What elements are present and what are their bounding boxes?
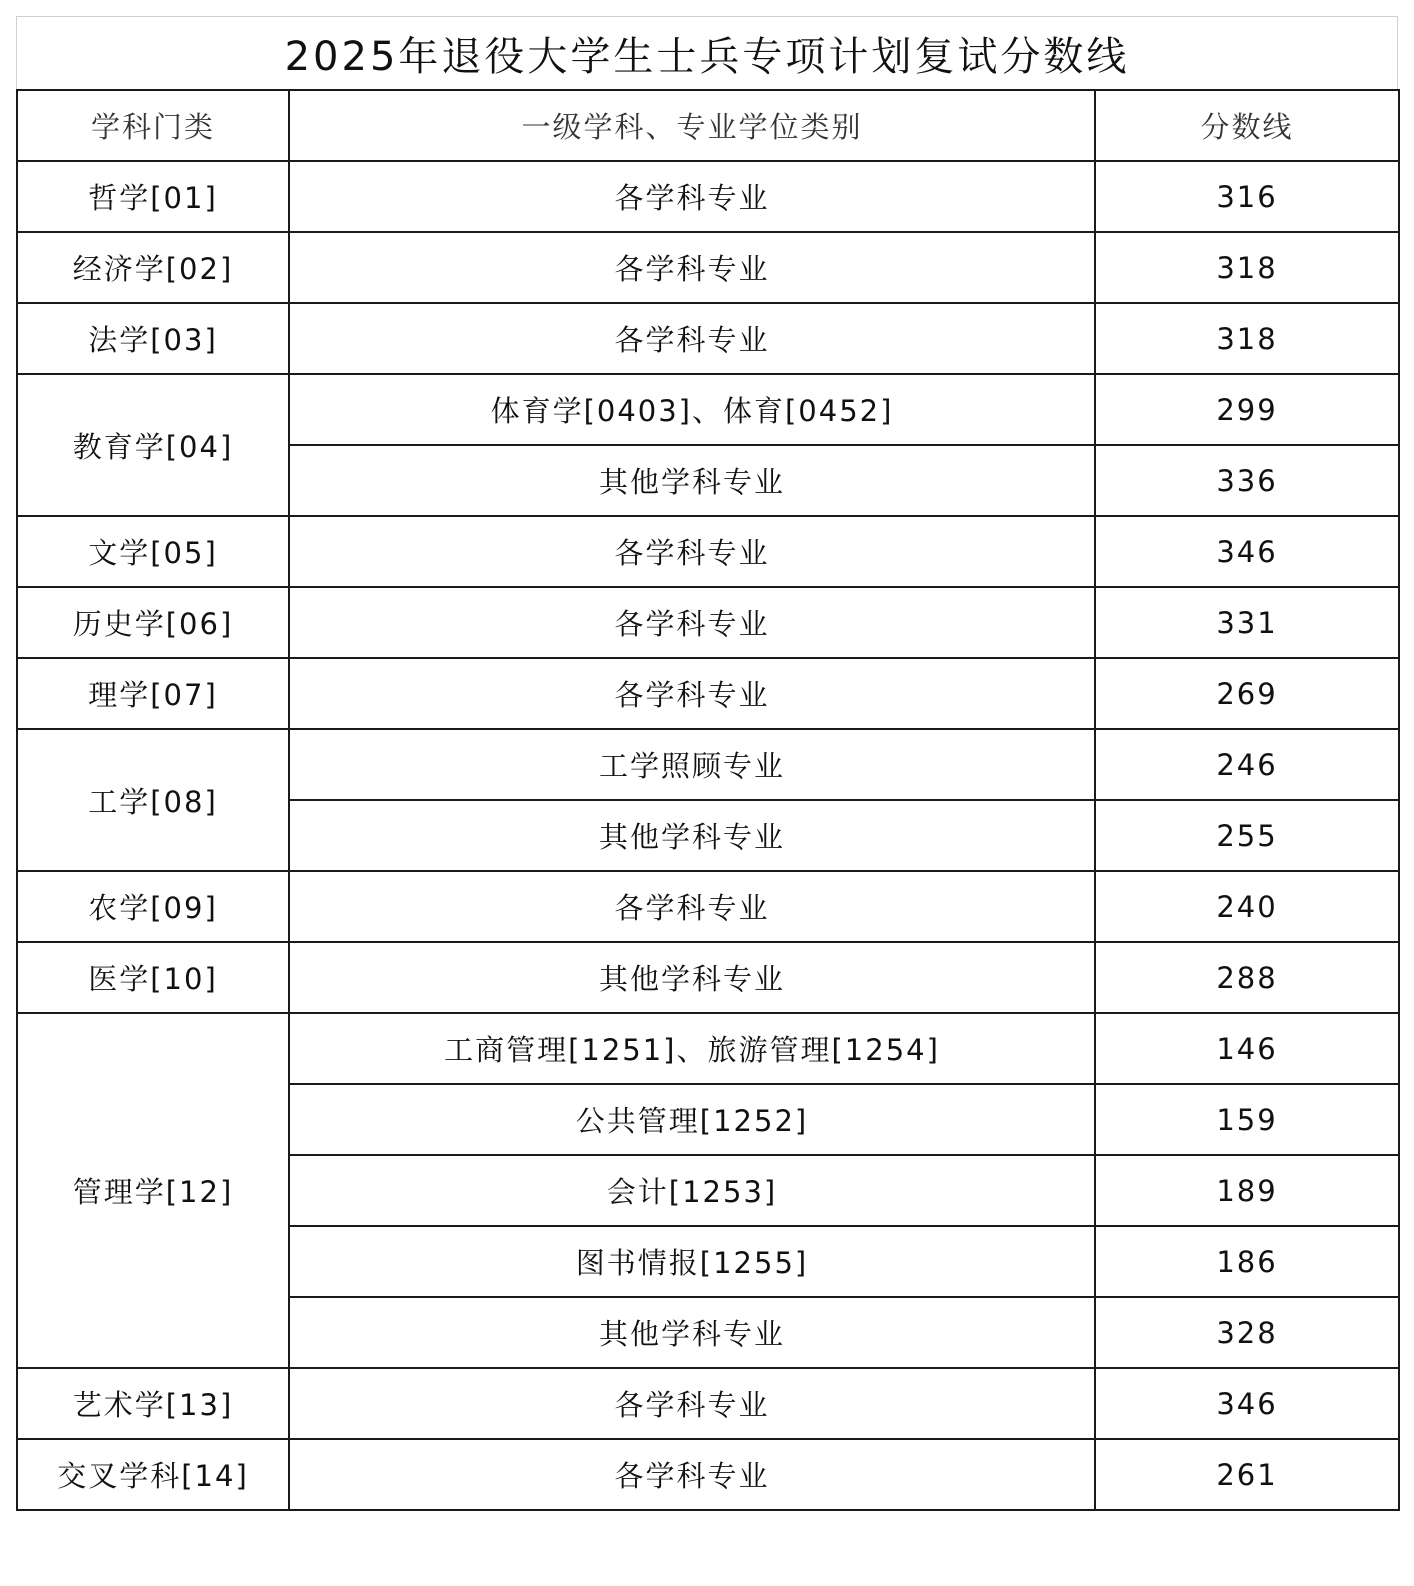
discipline-cell: 各学科专业 <box>289 1368 1095 1439</box>
discipline-cell: 会计[1253] <box>289 1155 1095 1226</box>
discipline-cell: 各学科专业 <box>289 161 1095 232</box>
category-cell: 理学[07] <box>17 658 289 729</box>
category-cell: 哲学[01] <box>17 161 289 232</box>
score-cell: 159 <box>1095 1084 1399 1155</box>
header-score: 分数线 <box>1095 90 1399 161</box>
header-row <box>17 90 1399 161</box>
category-cell: 历史学[06] <box>17 587 289 658</box>
score-cell: 261 <box>1095 1439 1399 1510</box>
score-cell: 146 <box>1095 1013 1399 1084</box>
header-discipline: 一级学科、专业学位类别 <box>289 90 1095 161</box>
score-cell: 331 <box>1095 587 1399 658</box>
discipline-cell: 工学照顾专业 <box>289 729 1095 800</box>
score-cell: 318 <box>1095 303 1399 374</box>
table-row <box>17 871 1399 942</box>
category-cell: 农学[09] <box>17 871 289 942</box>
table-row <box>17 232 1399 303</box>
category-cell: 艺术学[13] <box>17 1368 289 1439</box>
discipline-cell: 其他学科专业 <box>289 1297 1095 1368</box>
score-cell: 299 <box>1095 374 1399 445</box>
score-cell: 336 <box>1095 445 1399 516</box>
score-cell: 318 <box>1095 232 1399 303</box>
score-cell: 246 <box>1095 729 1399 800</box>
discipline-cell: 各学科专业 <box>289 516 1095 587</box>
score-cell: 316 <box>1095 161 1399 232</box>
table-row <box>17 658 1399 729</box>
discipline-cell: 体育学[0403]、体育[0452] <box>289 374 1095 445</box>
page-title: 2025年退役大学生士兵专项计划复试分数线 <box>16 16 1398 90</box>
category-cell: 交叉学科[14] <box>17 1439 289 1510</box>
score-table <box>16 89 1400 1511</box>
table-row <box>17 516 1399 587</box>
category-cell: 工学[08] <box>17 729 289 871</box>
table-row <box>17 161 1399 232</box>
discipline-cell: 各学科专业 <box>289 1439 1095 1510</box>
table-row <box>17 587 1399 658</box>
discipline-cell: 各学科专业 <box>289 303 1095 374</box>
discipline-cell: 公共管理[1252] <box>289 1084 1095 1155</box>
discipline-cell: 各学科专业 <box>289 871 1095 942</box>
score-cell: 189 <box>1095 1155 1399 1226</box>
table-row <box>17 1013 1399 1084</box>
table-body <box>17 161 1399 1510</box>
category-cell: 教育学[04] <box>17 374 289 516</box>
score-cell: 240 <box>1095 871 1399 942</box>
table-row <box>17 942 1399 1013</box>
score-cell: 346 <box>1095 1368 1399 1439</box>
score-cell: 288 <box>1095 942 1399 1013</box>
discipline-cell: 图书情报[1255] <box>289 1226 1095 1297</box>
category-cell: 管理学[12] <box>17 1013 289 1368</box>
table-row <box>17 1439 1399 1510</box>
score-cell: 346 <box>1095 516 1399 587</box>
table-row <box>17 374 1399 445</box>
discipline-cell: 其他学科专业 <box>289 800 1095 871</box>
discipline-cell: 各学科专业 <box>289 232 1095 303</box>
discipline-cell: 各学科专业 <box>289 658 1095 729</box>
discipline-cell: 其他学科专业 <box>289 445 1095 516</box>
category-cell: 经济学[02] <box>17 232 289 303</box>
score-cell: 269 <box>1095 658 1399 729</box>
score-cell: 328 <box>1095 1297 1399 1368</box>
category-cell: 医学[10] <box>17 942 289 1013</box>
score-sheet <box>16 16 1398 1570</box>
category-cell: 法学[03] <box>17 303 289 374</box>
header-category: 学科门类 <box>17 90 289 161</box>
table-row <box>17 1368 1399 1439</box>
discipline-cell: 其他学科专业 <box>289 942 1095 1013</box>
table-row <box>17 303 1399 374</box>
discipline-cell: 工商管理[1251]、旅游管理[1254] <box>289 1013 1095 1084</box>
table-row <box>17 729 1399 800</box>
score-cell: 186 <box>1095 1226 1399 1297</box>
category-cell: 文学[05] <box>17 516 289 587</box>
score-cell: 255 <box>1095 800 1399 871</box>
discipline-cell: 各学科专业 <box>289 587 1095 658</box>
